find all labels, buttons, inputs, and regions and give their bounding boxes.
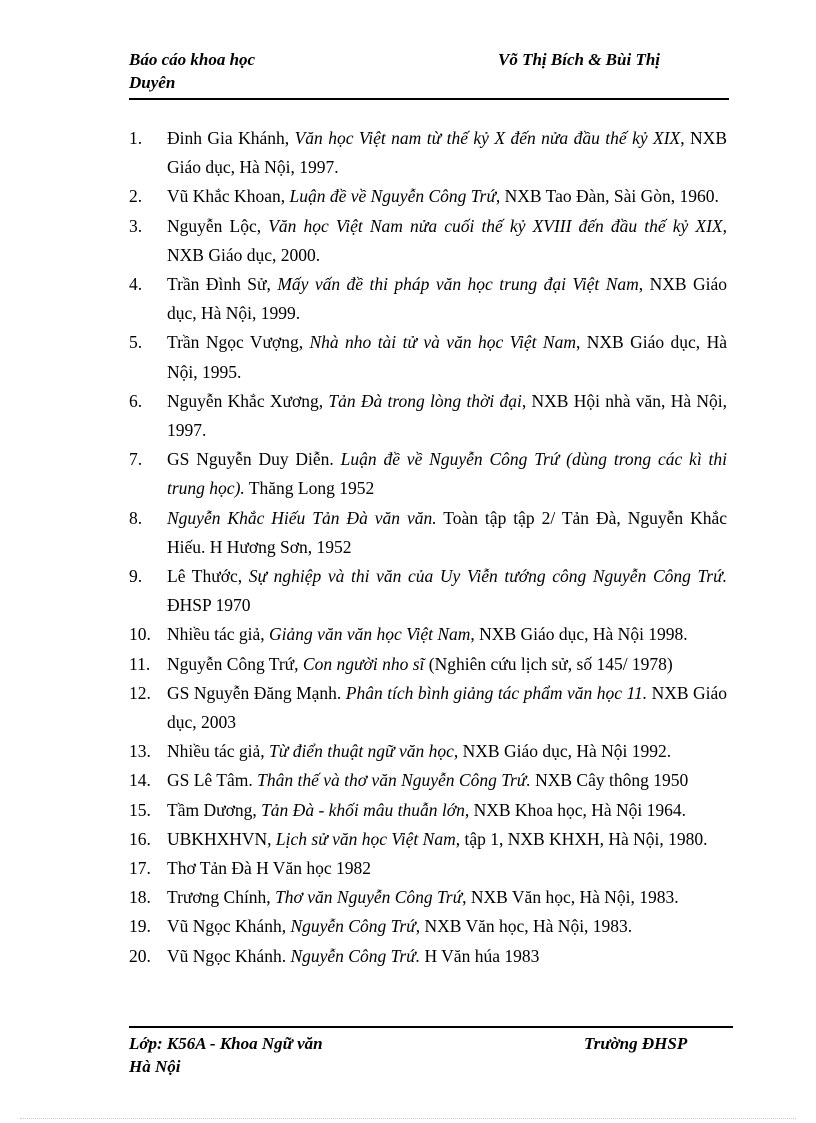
reference-number: 3. [129, 215, 143, 236]
reference-author: Thơ Tản Đà H Văn học 1982 [167, 858, 371, 879]
reference-item [129, 212, 727, 270]
reference-author: GS Nguyễn Đăng Mạnh. [167, 682, 346, 703]
reference-author: Trần Đình Sử, [167, 274, 278, 295]
reference-item [129, 620, 727, 649]
reference-number: 9. [129, 566, 143, 587]
reference-item [129, 504, 727, 562]
reference-title: Nhà nho tài tử và văn học Việt Nam [309, 332, 576, 353]
reference-author: Trương Chính, [167, 887, 276, 908]
reference-author: Lê Thước, [167, 566, 249, 587]
reference-title: Luận đề về Nguyễn Công Trứ (dùng trong các kì thi trung học). [167, 449, 727, 499]
reference-item [129, 270, 727, 328]
reference-title: Luận đề về Nguyễn Công Trứ [289, 186, 496, 207]
reference-author: Trần Ngọc Vượng, [167, 332, 310, 353]
reference-author: GS Nguyễn Duy Diễn. [167, 449, 341, 470]
reference-list [129, 124, 727, 971]
reference-title: Thơ văn Nguyễn Công Trứ [275, 887, 463, 908]
reference-author: UBKHXHVN, [167, 828, 276, 849]
reference-item [129, 182, 727, 211]
reference-item [129, 766, 727, 795]
header-report-title: Báo cáo khoa học [129, 50, 256, 69]
reference-publication: NXB Giáo dục, 2003 [167, 682, 728, 733]
reference-number: 12. [129, 682, 151, 703]
reference-title: Con người nho sĩ [302, 653, 425, 674]
reference-title: Nguyễn Khắc Hiếu Tản Đà văn văn. [167, 507, 437, 528]
footer-city: Hà Nội [129, 1057, 181, 1076]
reference-author: Nguyễn Khắc Xương, [167, 390, 329, 411]
reference-item [129, 124, 727, 182]
reference-title: Tản Đà trong lòng thời đại [328, 390, 522, 411]
reference-title: Sự nghiệp và thi văn của Uy Viễn tướng công Nguyễn Công Trứ. [248, 566, 727, 587]
reference-title: Giảng văn văn học Việt Nam [269, 624, 471, 645]
reference-title: Thân thế và thơ văn Nguyễn Công Trứ. [257, 770, 531, 791]
reference-publication: , NXB Giáo dục, Hà Nội 1998. [470, 624, 688, 645]
reference-item [129, 737, 727, 766]
reference-title: Mấy vấn đề thi pháp văn học trung đại Việt Nam [277, 274, 639, 295]
reference-title: Phân tích bình giảng tác phẩm văn học 11. [345, 682, 648, 703]
reference-publication: , NXB Tao Đàn, Sài Gòn, 1960. [495, 186, 719, 207]
reference-publication: , NXB Giáo dục, Hà Nội, 1997. [167, 128, 727, 178]
page-header [129, 50, 729, 100]
reference-number: 10. [129, 624, 151, 645]
reference-item [129, 679, 727, 737]
reference-author: Vũ Ngọc Khánh. [167, 945, 291, 966]
reference-item [129, 445, 727, 503]
reference-publication: , NXB Giáo dục, Hà Nội 1992. [453, 741, 672, 762]
reference-author: Nhiều tác giả, [167, 624, 270, 645]
header-authors: Võ Thị Bích & Bùi Thị [498, 50, 661, 69]
reference-number: 16. [129, 828, 151, 849]
reference-publication: , NXB Khoa học, Hà Nội 1964. [464, 799, 687, 820]
reference-publication: , NXB Giáo dục, Hà Nội, 1995. [167, 332, 727, 382]
reference-number: 5. [129, 332, 143, 353]
reference-number: 13. [129, 741, 151, 762]
reference-title: Từ điển thuật ngữ văn học [269, 741, 454, 762]
reference-author: Vũ Khắc Khoan, [167, 186, 290, 207]
reference-title: Văn học Việt nam từ thế kỷ X đến nửa đầu thế kỷ XIX [294, 128, 681, 148]
reference-publication: NXB Cây thông 1950 [530, 770, 689, 791]
reference-item [129, 387, 727, 445]
reference-author: Đinh Gia Khánh, [167, 128, 295, 148]
reference-number: 2. [129, 186, 143, 207]
reference-publication: ĐHSP 1970 [167, 595, 251, 616]
reference-publication: , NXB Hội nhà văn, Hà Nội, 1997. [167, 390, 727, 441]
reference-item [129, 825, 727, 854]
footer-school: Trường ĐHSP [584, 1034, 688, 1053]
reference-publication: , NXB Giáo dục, Hà Nội, 1999. [167, 274, 728, 324]
reference-publication: , tập 1, NXB KHXH, Hà Nội, 1980. [455, 828, 708, 849]
reference-number: 6. [129, 390, 143, 411]
reference-item [129, 796, 727, 825]
reference-item [129, 942, 727, 971]
footer-class: Lớp: K56A - Khoa Ngữ văn [129, 1034, 323, 1053]
reference-number: 15. [129, 799, 151, 820]
reference-item [129, 883, 727, 912]
reference-number: 19. [129, 916, 151, 937]
page-footer [129, 1026, 733, 1080]
reference-author: Nhiều tác giả, [167, 741, 270, 762]
header-authors-continued: Duyên [129, 73, 176, 92]
reference-item [129, 650, 727, 679]
reference-title: Lịch sử văn học Việt Nam [275, 828, 456, 849]
reference-number: 11. [129, 653, 151, 674]
reference-number: 8. [129, 507, 143, 528]
reference-number: 1. [129, 128, 143, 148]
reference-title: Tản Đà - khối mâu thuẫn lớn [261, 799, 465, 820]
reference-author: Nguyễn Công Trứ, [167, 653, 303, 674]
reference-number: 18. [129, 887, 151, 908]
reference-number: 4. [129, 274, 143, 295]
reference-publication: H Văn húa 1983 [420, 945, 540, 966]
reference-publication: Thăng Long 1952 [244, 478, 375, 499]
reference-number: 20. [129, 945, 151, 966]
reference-publication: (Nghiên cứu lịch sử, số 145/ 1978) [424, 653, 673, 674]
reference-item [129, 854, 727, 883]
page-edge-divider [20, 1118, 796, 1119]
reference-author: GS Lê Tâm. [167, 770, 258, 791]
reference-publication: , NXB Giáo dục, 2000. [167, 215, 727, 265]
reference-item [129, 328, 727, 386]
reference-publication: Toàn tập tập 2/ Tản Đà, Nguyễn Khắc Hiếu. H Hương Sơn, 1952 [167, 507, 727, 557]
reference-author: Vũ Ngọc Khánh, [167, 916, 291, 937]
reference-number: 17. [129, 858, 151, 879]
reference-title: Nguyễn Công Trứ [290, 916, 416, 937]
reference-number: 7. [129, 449, 143, 470]
reference-title: Văn học Việt Nam nửa cuối thế kỷ XVIII đến đầu thế kỷ XIX [268, 215, 723, 236]
reference-title: Nguyễn Công Trứ. [290, 945, 421, 966]
reference-number: 14. [129, 770, 151, 791]
reference-author: Nguyễn Lộc, [167, 215, 269, 236]
reference-author: Tầm Dương, [167, 799, 262, 820]
reference-publication: , NXB Văn học, Hà Nội, 1983. [415, 916, 633, 937]
reference-item [129, 912, 727, 941]
reference-item [129, 562, 727, 620]
reference-publication: , NXB Văn học, Hà Nội, 1983. [462, 887, 679, 908]
